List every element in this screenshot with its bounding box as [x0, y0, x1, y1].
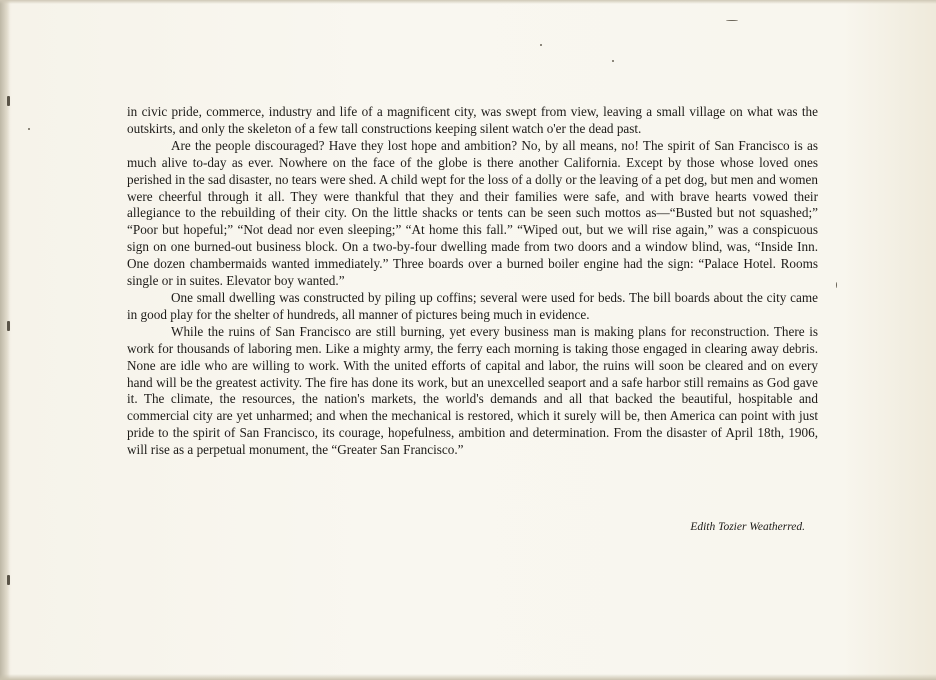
binding-mark — [7, 96, 10, 106]
page-top-edge — [0, 0, 936, 4]
paper-speck — [540, 44, 542, 46]
paragraph-2: Are the people discouraged? Have they lost hope and ambition? No, by all means, no! The spirit of San Francisco is as much alive to-day as ever. Nowhere on the face of the globe is there another California. Except by those whose loved ones perished in the sad disaster, no tears were shed. A child wept for the loss of a dolly or the leaving of a pet dog, but men and women were cheerful through it all. They were thankful that they and their families were safe, and with brave hearts vowed their allegiance to the rebuilding of their city. On the little shacks or tents can be seen such mottos as—“Busted but not squashed;” “Poor but hopeful;” “Not dead nor even sleeping;” “At home this fall.” “Wiped out, but we will rise again,” was a conspicuous sign on one burned-out business block. On a two-by-four dwelling made from two doors and a window blind, was, “Inside Inn. One dozen chambermaids wanted immediately.” Three boards over a burned boiler engine had the sign: “Palace Hotel. Rooms single or in suites. Elevator boy wanted.” — [127, 137, 818, 289]
page-bottom-edge — [0, 674, 936, 680]
paragraph-3: One small dwelling was constructed by piling up coffins; several were used for beds. The bill boards about the city came in good play for the shelter of hundreds, all manner of pictures being much in evidence. — [127, 289, 818, 322]
binding-mark — [7, 321, 10, 331]
author-signature: Edith Tozier Weatherred. — [690, 521, 805, 533]
paragraph-4: While the ruins of San Francisco are still burning, yet every business man is making plans for reconstruction. There is work for thousands of laboring men. Like a mighty army, the ferry each morning is taking those engaged in clearing away debris. None are idle who are willing to work. With the united efforts of capital and labor, the ruins will soon be cleared and on every hand will be the greatest activity. The fire has done its work, but an unexcelled seaport and a safe harbor still remains as God gave it. The climate, the resources, the nation's markets, the world's demands and all that backed the beautiful, hospitable and commercial city are yet unharmed; and when the mechanical is restored, which it surely will be, then America can point with just pride to the spirit of San Francisco, its courage, hopefulness, ambition and determination. From the disaster of April 18th, 1906, will rise as a perpetual monument, the “Greater San Francisco.” — [127, 323, 818, 458]
paragraph-1: in civic pride, commerce, industry and life of a magnificent city, was swept from view, leaving a small village on what was the outskirts, and only the skeleton of a few tall constructions keeping silent watch o'er the dead past. — [127, 104, 818, 136]
paper-speck — [836, 282, 837, 288]
article-body — [127, 104, 818, 459]
paper-speck — [726, 20, 738, 21]
binding-mark — [7, 575, 10, 585]
paper-speck — [612, 60, 614, 62]
paper-speck — [28, 128, 30, 130]
